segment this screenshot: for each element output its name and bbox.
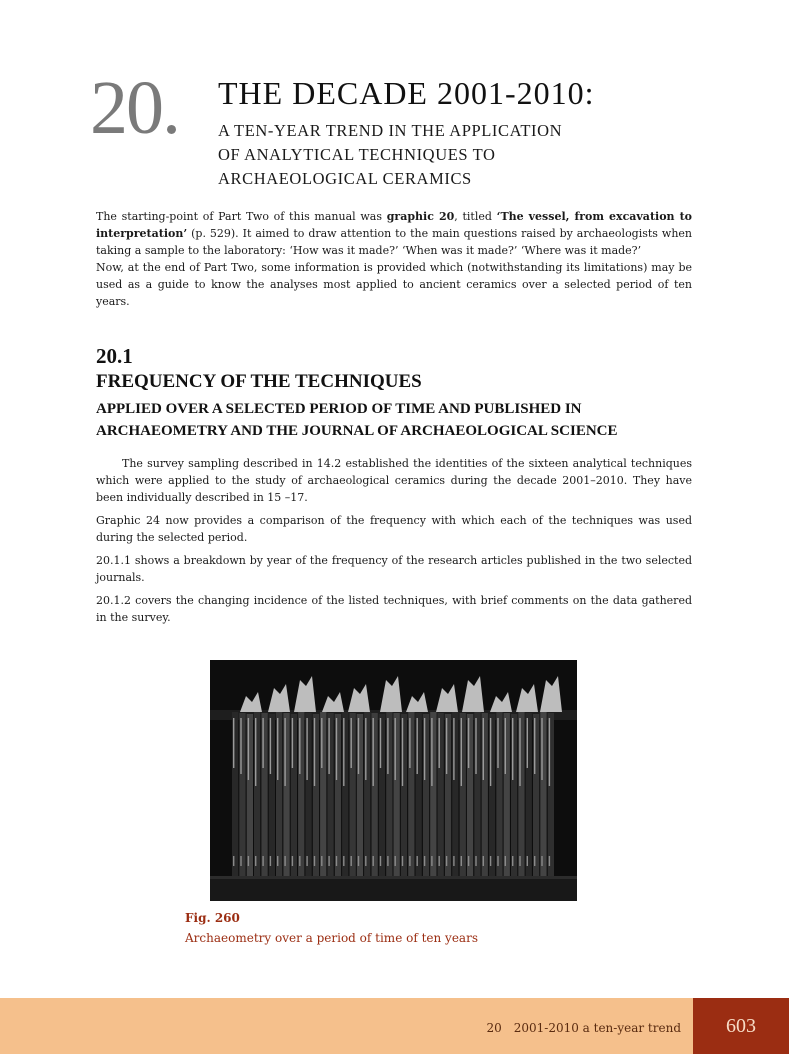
spine-logo-strip xyxy=(255,856,256,866)
spine-logo-strip xyxy=(534,856,535,866)
chapter-subtitle-line: A TEN-YEAR TREND IN THE APPLICATION xyxy=(218,121,563,140)
spine-title-strip xyxy=(240,718,241,774)
spine-title-strip xyxy=(328,718,329,774)
journal-spine xyxy=(261,713,267,876)
journal-spine xyxy=(327,713,333,876)
spine-title-strip xyxy=(461,718,462,786)
spine-title-strip xyxy=(431,718,432,786)
spine-title-strip xyxy=(255,718,256,786)
journal-spine xyxy=(526,713,532,876)
spine-title-strip xyxy=(534,718,535,774)
spine-logo-strip xyxy=(248,856,249,866)
journal-spine xyxy=(408,712,414,876)
journal-spine xyxy=(342,712,348,876)
journal-spine xyxy=(386,712,392,876)
journal-spine xyxy=(452,712,458,876)
journal-spine xyxy=(350,713,356,876)
spine-title-strip xyxy=(395,718,396,780)
journal-spine xyxy=(548,713,554,876)
journal-spine xyxy=(305,713,311,876)
intro-text xyxy=(96,208,692,310)
journal-spine xyxy=(320,712,326,876)
chapter-subtitle-line: ARCHAEOLOGICAL CERAMICS xyxy=(218,169,472,188)
running-footer xyxy=(474,1021,681,1035)
spine-title-strip xyxy=(336,718,337,780)
section-subtitle-line: ARCHAEOMETRY AND THE JOURNAL OF ARCHAEOLOGICAL SCIENCE xyxy=(96,423,618,439)
graphic-reference: graphic 20 xyxy=(386,210,455,223)
intro-paragraph: Now, at the end of Part Two, some information is provided which (notwithstanding its limitations) may be used as a guide to know the analyses most applied to ancient ceramics over a selected period of ten years. xyxy=(96,261,692,308)
spine-title-strip xyxy=(262,718,263,768)
journal-spine xyxy=(445,714,451,876)
spine-title-strip xyxy=(299,718,300,774)
spine-logo-strip xyxy=(314,856,315,866)
figure-caption: Archaeometry over a period of time of ten years xyxy=(185,931,478,945)
journal-spine xyxy=(460,713,466,876)
journal-spine xyxy=(313,714,319,876)
spine-logo-strip xyxy=(343,856,344,866)
spine-title-strip xyxy=(358,718,359,774)
spine-logo-strip xyxy=(468,856,469,866)
spine-logo-strip xyxy=(284,856,285,866)
spine-logo-strip xyxy=(387,856,388,866)
spine-title-strip xyxy=(475,718,476,774)
section-title: FREQUENCY OF THE TECHNIQUES xyxy=(96,371,422,392)
journal-spine xyxy=(247,714,253,876)
journal-spine xyxy=(467,714,473,876)
journal-spine xyxy=(511,714,517,876)
spine-title-strip xyxy=(446,718,447,774)
spine-title-strip xyxy=(490,718,491,786)
journal-spine xyxy=(496,712,502,876)
journal-spine xyxy=(276,712,282,876)
journal-spine xyxy=(489,714,495,876)
spine-title-strip xyxy=(277,718,278,780)
journal-spine xyxy=(401,714,407,876)
spine-logo-strip xyxy=(365,856,366,866)
spine-title-strip xyxy=(380,718,381,768)
spine-title-strip xyxy=(497,718,498,768)
journal-spine xyxy=(372,713,378,876)
journal-spine xyxy=(533,714,539,876)
journal-spine xyxy=(504,713,510,876)
journal-spine xyxy=(283,713,289,876)
spine-logo-strip xyxy=(439,856,440,866)
journal-spine xyxy=(364,712,370,876)
journal-spine xyxy=(357,714,363,876)
spine-logo-strip xyxy=(475,856,476,866)
graphic-title-reference: ‘The vessel, from excavation to interpretation’ xyxy=(96,210,692,240)
spine-logo-strip xyxy=(497,856,498,866)
spine-logo-strip xyxy=(424,856,425,866)
spine-logo-strip xyxy=(527,856,528,866)
figure-label: Fig. 260 xyxy=(185,911,240,925)
spine-logo-strip xyxy=(262,856,263,866)
spine-logo-strip xyxy=(541,856,542,866)
spine-logo-strip xyxy=(431,856,432,866)
journal-spine xyxy=(254,712,260,876)
journals-photo-illustration xyxy=(210,660,577,901)
spine-logo-strip xyxy=(292,856,293,866)
intro-text-segment: , titled xyxy=(454,210,497,223)
spine-logo-strip xyxy=(373,856,374,866)
spine-logo-strip xyxy=(299,856,300,866)
journal-spine xyxy=(540,712,546,876)
spine-logo-strip xyxy=(409,856,410,866)
body-paragraph: Graphic 24 now provides a comparison of the frequency with which each of the techniques was used during the selected period. xyxy=(96,514,692,544)
spine-logo-strip xyxy=(417,856,418,866)
spine-logo-strip xyxy=(306,856,307,866)
spine-logo-strip xyxy=(483,856,484,866)
spine-logo-strip xyxy=(358,856,359,866)
spine-title-strip xyxy=(314,718,315,786)
spine-logo-strip xyxy=(453,856,454,866)
section-number: 20.1 xyxy=(96,344,133,368)
journal-spine xyxy=(232,712,238,876)
spine-title-strip xyxy=(549,718,550,786)
section-subtitle xyxy=(96,398,696,442)
journal-spine xyxy=(474,712,480,876)
section-subtitle-line: APPLIED OVER A SELECTED PERIOD OF TIME AND PUBLISHED IN xyxy=(96,401,582,417)
spine-logo-strip xyxy=(402,856,403,866)
chapter-subtitle-line: OF ANALYTICAL TECHNIQUES TO xyxy=(218,145,496,164)
spine-title-strip xyxy=(453,718,454,780)
spine-title-strip xyxy=(439,718,440,768)
journal-spine xyxy=(291,714,297,876)
spine-title-strip xyxy=(284,718,285,786)
section-body xyxy=(96,455,692,632)
spine-title-strip xyxy=(505,718,506,774)
spine-logo-strip xyxy=(336,856,337,866)
journal-spine xyxy=(298,712,304,876)
spine-logo-strip xyxy=(351,856,352,866)
spine-title-strip xyxy=(409,718,410,768)
body-paragraph: The survey sampling described in 14.2 established the identities of the sixteen analytical techniques which were applied to the study of archaeological ceramics during the decade 2001–2010. They have been individually described in 15 –17. xyxy=(96,457,692,504)
spine-logo-strip xyxy=(321,856,322,866)
journals-photo xyxy=(210,660,577,901)
journal-spine xyxy=(394,713,400,876)
spine-title-strip xyxy=(321,718,322,768)
spine-title-strip xyxy=(424,718,425,780)
spine-logo-strip xyxy=(277,856,278,866)
spine-logo-strip xyxy=(233,856,234,866)
page-number: 603 xyxy=(693,998,789,1054)
spine-title-strip xyxy=(270,718,271,774)
journal-spine xyxy=(438,713,444,876)
spine-title-strip xyxy=(519,718,520,786)
spine-title-strip xyxy=(468,718,469,768)
spine-title-strip xyxy=(387,718,388,774)
footer-chapter-title: 2001-2010 a ten-year trend xyxy=(513,1021,681,1035)
spine-logo-strip xyxy=(512,856,513,866)
journal-spine xyxy=(416,713,422,876)
body-paragraph: 20.1.1 shows a breakdown by year of the frequency of the research articles published in the two selected journals. xyxy=(96,554,692,584)
spine-title-strip xyxy=(373,718,374,786)
chapter-number: 20. xyxy=(90,66,179,150)
journal-spine xyxy=(239,713,245,876)
spine-title-strip xyxy=(306,718,307,780)
spine-title-strip xyxy=(541,718,542,780)
spine-logo-strip xyxy=(446,856,447,866)
chapter-subtitle xyxy=(218,119,638,191)
spine-title-strip xyxy=(365,718,366,780)
spine-logo-strip xyxy=(490,856,491,866)
spine-title-strip xyxy=(402,718,403,786)
spine-title-strip xyxy=(292,718,293,768)
spine-logo-strip xyxy=(395,856,396,866)
footer-chapter-number: 20 xyxy=(486,1021,502,1035)
journal-spine xyxy=(430,712,436,876)
journal-spine xyxy=(269,714,275,876)
journal-spine xyxy=(423,714,429,876)
spine-title-strip xyxy=(483,718,484,780)
spine-title-strip xyxy=(351,718,352,768)
spine-logo-strip xyxy=(328,856,329,866)
chapter-title: THE DECADE 2001-2010: xyxy=(218,75,595,111)
spine-title-strip xyxy=(512,718,513,780)
intro-text-segment: The starting-point of Part Two of this manual was xyxy=(96,210,387,223)
spine-logo-strip xyxy=(240,856,241,866)
spine-logo-strip xyxy=(505,856,506,866)
spine-title-strip xyxy=(343,718,344,786)
journal-spine xyxy=(482,713,488,876)
body-paragraph: 20.1.2 covers the changing incidence of the listed techniques, with brief comments on the data gathered in the survey. xyxy=(96,594,692,624)
journal-spine xyxy=(335,714,341,876)
spine-title-strip xyxy=(417,718,418,774)
journal-spine xyxy=(518,712,524,876)
spine-title-strip xyxy=(527,718,528,768)
spine-logo-strip xyxy=(380,856,381,866)
spine-logo-strip xyxy=(549,856,550,866)
spine-logo-strip xyxy=(519,856,520,866)
spine-logo-strip xyxy=(461,856,462,866)
intro-text-segment: (p. 529). It aimed to draw attention to the main questions raised by archaeologists when taking a sample to the laboratory: ‘How was it made?’ ‘When was it made?’ ‘Where was it made?’ xyxy=(96,227,692,257)
spine-logo-strip xyxy=(270,856,271,866)
spine-title-strip xyxy=(233,718,234,768)
journal-spine xyxy=(379,714,385,876)
spine-title-strip xyxy=(248,718,249,780)
